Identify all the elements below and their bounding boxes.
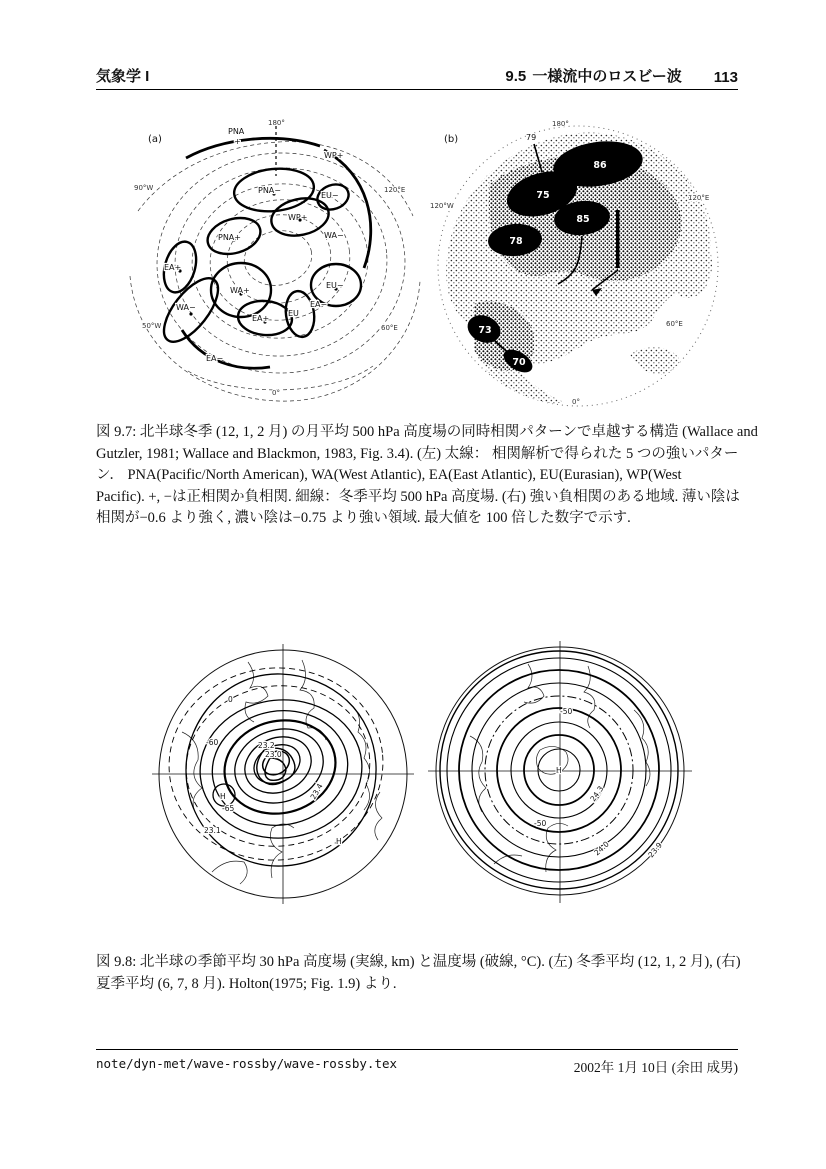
map-label-ea-plus: EA+	[252, 314, 270, 323]
contour-label: 23.2	[258, 741, 275, 750]
page-header	[96, 63, 738, 90]
high-center-label: H	[220, 792, 226, 801]
map-label-50w: 50°W	[142, 322, 162, 330]
contour-label: 23.1	[204, 826, 221, 835]
source-file-path: note/dyn-met/wave-rossby/wave-rossby.tex	[96, 1056, 398, 1071]
teleconnection-blobs	[154, 126, 371, 368]
high-center-label: H	[336, 837, 342, 846]
map-label-ea-minus-right: EA−	[310, 300, 328, 309]
contour-label: 24.0	[592, 839, 611, 858]
caption-line: 相関が−0.6 より強く, 濃い陰は−0.75 より強い領域. 最大値を 100 倍した数字で示す.	[96, 510, 631, 527]
map-label-60e: 60°E	[381, 324, 398, 332]
contour-label: 24.3	[588, 784, 606, 804]
correlation-value: 73	[478, 325, 492, 336]
caption-line: Gutzler, 1981; Wallace and Blackmon, 1983, Fig. 3.4). (左) 太線： 相関解析で得られた 5 つの強いパター	[96, 445, 739, 462]
map-label-90w: 90°W	[134, 184, 154, 192]
figure-9-7-panel-b	[430, 114, 728, 423]
map-label-180: 180°	[268, 119, 285, 127]
contour-label: 23.9	[646, 840, 664, 860]
map-label-ea-plus-left: EA+	[164, 263, 182, 272]
map-label-eu-minus-top: EU−	[321, 191, 339, 200]
section-number: 9.5	[505, 68, 527, 85]
contour-label: -65	[222, 804, 235, 813]
caption-line: Pacific). +, −は正相関か負相関. 細線：冬季平均 500 hPa 高度場. (右) 強い負相関のある地域. 薄い陰は	[96, 488, 740, 505]
annotation-79: 79	[526, 133, 537, 142]
footer-date: 2002年 1月 10日 (余田 成男)	[573, 1060, 738, 1075]
map-label-wa-plus: WA+	[230, 286, 250, 295]
correlation-value: 75	[536, 190, 550, 201]
crosshair	[152, 644, 414, 904]
map-label-eu-minus: EU−	[326, 281, 344, 290]
contour-label: 0	[228, 695, 233, 704]
caption-line: 図 9.8: 北半球の季節平均 30 hPa 高度場 (実線, km) と温度場 (破線, °C). (左) 冬季平均 (12, 1, 2 月), (右)	[96, 954, 741, 970]
panel-letter: (b)	[444, 134, 459, 145]
map-label-wa-minus: WA−	[176, 303, 196, 312]
caption-line: 図 9.7: 北半球冬季 (12, 1, 2 月) の月平均 500 hPa 高度場の同時相関パターンで卓越する構造 (Wallace and	[96, 424, 758, 440]
map-label-pna: PNA	[228, 127, 245, 136]
header-right	[505, 65, 738, 86]
figure-9-7-panel-a	[128, 116, 426, 421]
map-label-wp-plus-outer: WP+	[324, 151, 344, 160]
map-label-180: 180°	[552, 120, 569, 128]
panel-letter: (a)	[148, 134, 162, 145]
map-label-0deg: 0°	[272, 389, 280, 397]
figure-9-8-winter-map	[152, 642, 414, 909]
figure-9-7-caption	[96, 422, 758, 530]
correlation-value: 86	[593, 160, 607, 171]
map-label-eu: EU	[288, 309, 299, 318]
page-footer	[96, 1049, 738, 1076]
high-center-label: H	[556, 766, 562, 775]
contour-label: -60	[206, 738, 219, 747]
caption-line: 夏季平均 (6, 7, 8 月). Holton(1975; Fig. 1.9) より.	[96, 975, 397, 992]
map-label-wp-plus: WP+	[288, 213, 308, 222]
correlation-value: 85	[576, 214, 590, 225]
map-label-0deg: 0°	[572, 398, 580, 406]
correlation-value: 78	[509, 236, 523, 247]
height-contours	[186, 674, 376, 866]
map-label-120w: 120°W	[430, 202, 454, 210]
section-heading	[505, 65, 681, 86]
map-label-120e: 120°E	[688, 194, 710, 202]
summer-30hpa-map	[428, 640, 692, 904]
map-label-plus: +	[234, 137, 241, 146]
contour-label: 23.4	[308, 781, 325, 801]
negative-correlation-map	[430, 114, 728, 418]
map-label-ea-minus: EA−	[206, 354, 224, 363]
winter-30hpa-map	[152, 642, 414, 904]
map-label-pna-minus: PNA−	[258, 186, 281, 195]
caption-line: ン． PNA(Pacific/North American), WA(West Atlantic), EA(East Atlantic), EU(Eurasian), WP(West	[96, 467, 682, 484]
correlation-value: 70	[512, 357, 526, 368]
figure-9-8-summer-map	[428, 640, 692, 909]
teleconnection-pattern-map	[128, 116, 426, 416]
map-label-60e: 60°E	[666, 320, 683, 328]
contour-label: 23.0	[265, 750, 282, 759]
course-title: 気象学 I	[96, 68, 150, 85]
shaded-correlation-regions	[446, 132, 712, 403]
map-label-wa-minus-right: WA−	[324, 231, 344, 240]
page-number: 113	[713, 69, 738, 86]
figure-9-8-caption	[96, 952, 744, 995]
contour-label: -50	[534, 819, 547, 828]
map-label-120e: 120°E	[384, 186, 406, 194]
contour-label: -50	[560, 707, 573, 716]
section-title: 一様流中のロスビー波	[532, 68, 682, 85]
map-label-pna-plus: PNA+	[218, 233, 241, 242]
